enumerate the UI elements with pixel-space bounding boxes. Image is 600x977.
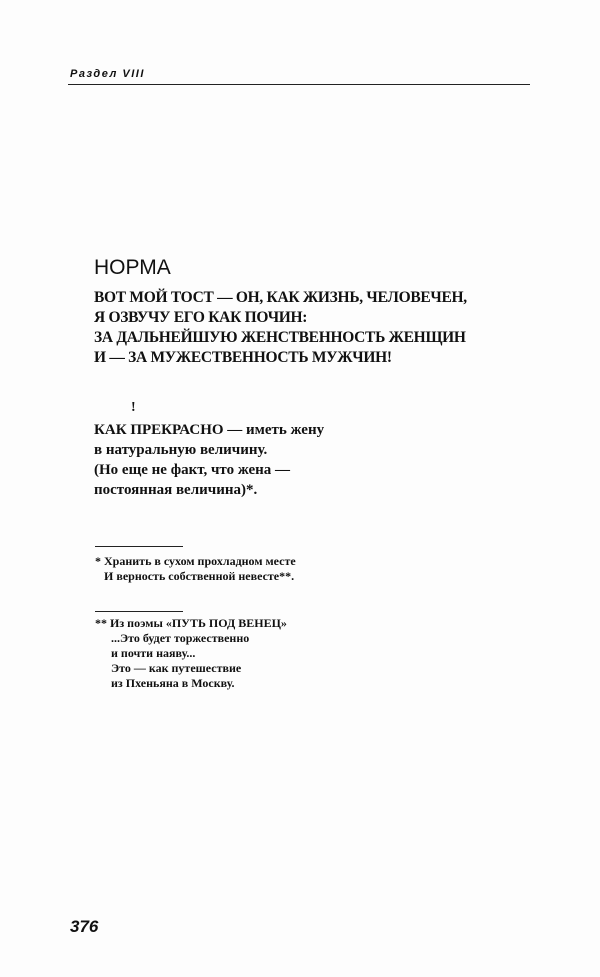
poem-line: Я ОЗВУЧУ ЕГО КАК ПОЧИН:	[94, 309, 308, 326]
footnote-1	[95, 554, 296, 584]
running-header: Раздел VIII	[70, 68, 145, 80]
footnote-line: из Пхеньяна в Москву.	[111, 676, 235, 690]
poem-stanza-1	[94, 288, 467, 368]
footnote-rule	[95, 546, 183, 547]
poem-line: КАК ПРЕКРАСНО — иметь жену	[94, 422, 325, 438]
poem-title: НОРМА	[94, 256, 171, 279]
footnote-2	[95, 616, 287, 691]
poem-line: постоянная величина)*.	[94, 482, 258, 498]
header-rule	[68, 84, 530, 85]
footnote-line: * Хранить в сухом прохладном месте	[95, 554, 296, 568]
poem-line: ЗА ДАЛЬНЕЙШУЮ ЖЕНСТВЕННОСТЬ ЖЕНЩИН	[94, 329, 466, 346]
section-separator: !	[131, 400, 136, 415]
poem-stanza-2	[94, 420, 324, 500]
poem-line: И — ЗА МУЖЕСТВЕННОСТЬ МУЖЧИН!	[94, 349, 392, 366]
footnote-line: и почти наяву...	[111, 646, 196, 660]
poem-line: (Но еще не факт, что жена —	[94, 462, 291, 478]
page-number: 376	[70, 917, 99, 936]
footnote-line: Это — как путешествие	[111, 661, 242, 675]
poem-line: ВОТ МОЙ ТОСТ — ОН, КАК ЖИЗНЬ, ЧЕЛОВЕЧЕН,	[94, 289, 467, 306]
poem-line: в натуральную величину.	[94, 442, 268, 458]
footnote-line: И верность собственной невесте**.	[104, 569, 295, 583]
footnote-line: ** Из поэмы «ПУТЬ ПОД ВЕНЕЦ»	[95, 616, 287, 630]
footnote-rule	[95, 611, 183, 612]
footnote-line: ...Это будет торжественно	[111, 631, 250, 645]
